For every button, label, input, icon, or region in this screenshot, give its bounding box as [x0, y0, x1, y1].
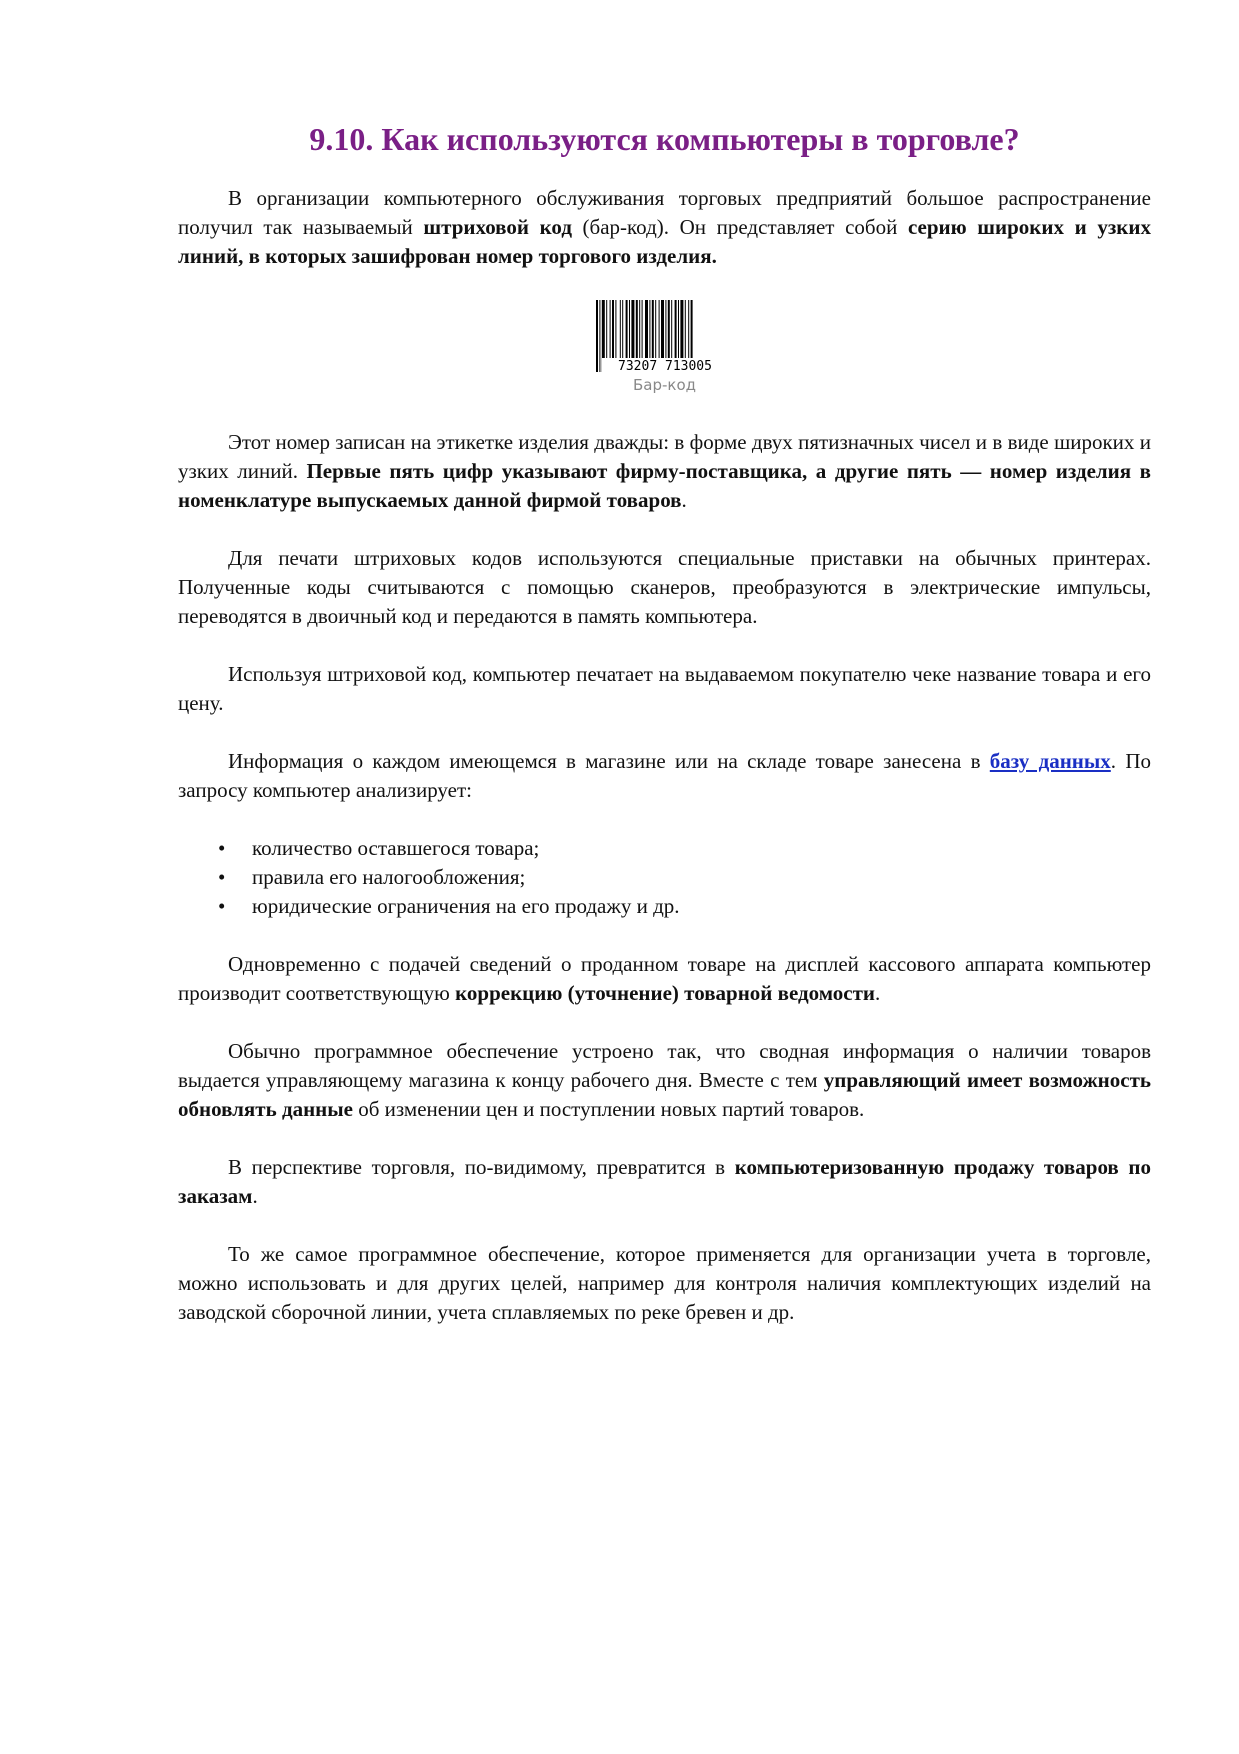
barcode-bar — [596, 300, 598, 372]
bold-term: коррекцию (уточнение) товарной ведомости — [455, 981, 876, 1005]
list-item — [178, 863, 1151, 892]
paragraph-intro — [178, 184, 1151, 271]
text-run: В организации компьютерного обслуживания торговых предприятий большое распространение получил так называемый — [178, 186, 1151, 239]
bullet-icon: • — [218, 894, 226, 918]
text-run: . — [252, 1184, 258, 1208]
paragraph-manager — [178, 1037, 1151, 1124]
bold-term: серию широких и узких линий, в которых зашифрован номер торгового изделия. — [178, 215, 1151, 268]
analysis-list — [178, 834, 1151, 921]
database-link[interactable]: базу данных — [989, 749, 1111, 773]
paragraph-number-meaning — [178, 428, 1151, 515]
bullet-icon: • — [218, 865, 226, 889]
barcode-image — [592, 298, 738, 376]
paragraph-receipt: Используя штриховой код, компьютер печатает на выдаваемом покупателю чеке название товара и его цену. — [178, 662, 1151, 715]
barcode-digits: 73207 713005 — [617, 359, 712, 374]
paragraph-perspective — [178, 1153, 1151, 1211]
paragraph-printing: Для печати штриховых кодов используются специальные приставки на обычных принтерах. Полученные коды считываются с помощью сканеров, преобразуются в электрические импульсы, переводятся в двоичный код и передаются в память компьютера. — [178, 546, 1151, 628]
bold-term: Первые пять цифр указывают фирму-поставщика, а другие пять — номер изделия в номенклатуре выпускаемых данной фирмой товаров — [178, 459, 1151, 512]
text-run: Одновременно с подачей сведений о проданном товаре на дисплей кассового аппарата компьютер производит соответствующую — [178, 952, 1151, 1005]
text-run: Этот номер записан на этикетке изделия дважды: в форме двух пятизначных чисел и в виде широких и узких линий. — [178, 430, 1151, 483]
list-item-text: юридические ограничения на его продажу и др. — [252, 894, 680, 918]
bullet-icon: • — [218, 836, 226, 860]
text-run: (бар-код). Он представляет собой — [571, 215, 908, 239]
list-item — [178, 834, 1151, 863]
bold-term: штриховой код — [423, 215, 572, 239]
document-page — [178, 118, 1151, 1327]
list-item-text: количество оставшегося товара; — [252, 836, 540, 860]
paragraph-correction — [178, 950, 1151, 1008]
list-item-text: правила его налогообложения; — [252, 865, 526, 889]
text-run: об изменении цен и поступлении новых партий товаров. — [353, 1097, 865, 1121]
barcode-bar — [599, 300, 600, 372]
text-run: Обычно программное обеспечение устроено так, что сводная информация о наличии товаров выдается управляющему магазина к концу рабочего дня. Вместе с тем — [178, 1039, 1151, 1092]
barcode-figure — [585, 298, 745, 394]
bold-term: управляющий имеет возможность обновлять данные — [178, 1068, 1152, 1121]
paragraph-other-uses: То же самое программное обеспечение, которое применяется для организации учета в торговле, можно использовать и для других целей, например для контроля наличия комплектующих изделий на заводской сборочной линии, учета сплавляемых по реке бревен и др. — [178, 1242, 1151, 1324]
text-run: В перспективе торговля, по-видимому, превратится в — [228, 1155, 735, 1179]
text-run: . По запросу компьютер анализирует: — [178, 749, 1151, 802]
text-run: . — [681, 488, 687, 512]
text-run: Информация о каждом имеющемся в магазине или на складе товаре занесена в — [228, 749, 990, 773]
list-item — [178, 892, 1151, 921]
barcode-caption: Бар-код — [632, 376, 697, 394]
bold-term: компьютеризованную продажу товаров по заказам — [178, 1155, 1151, 1208]
paragraph-database — [178, 747, 1151, 805]
text-run: . — [875, 981, 881, 1005]
page-title: 9.10. Как используются компьютеры в торговле? — [309, 121, 1020, 157]
